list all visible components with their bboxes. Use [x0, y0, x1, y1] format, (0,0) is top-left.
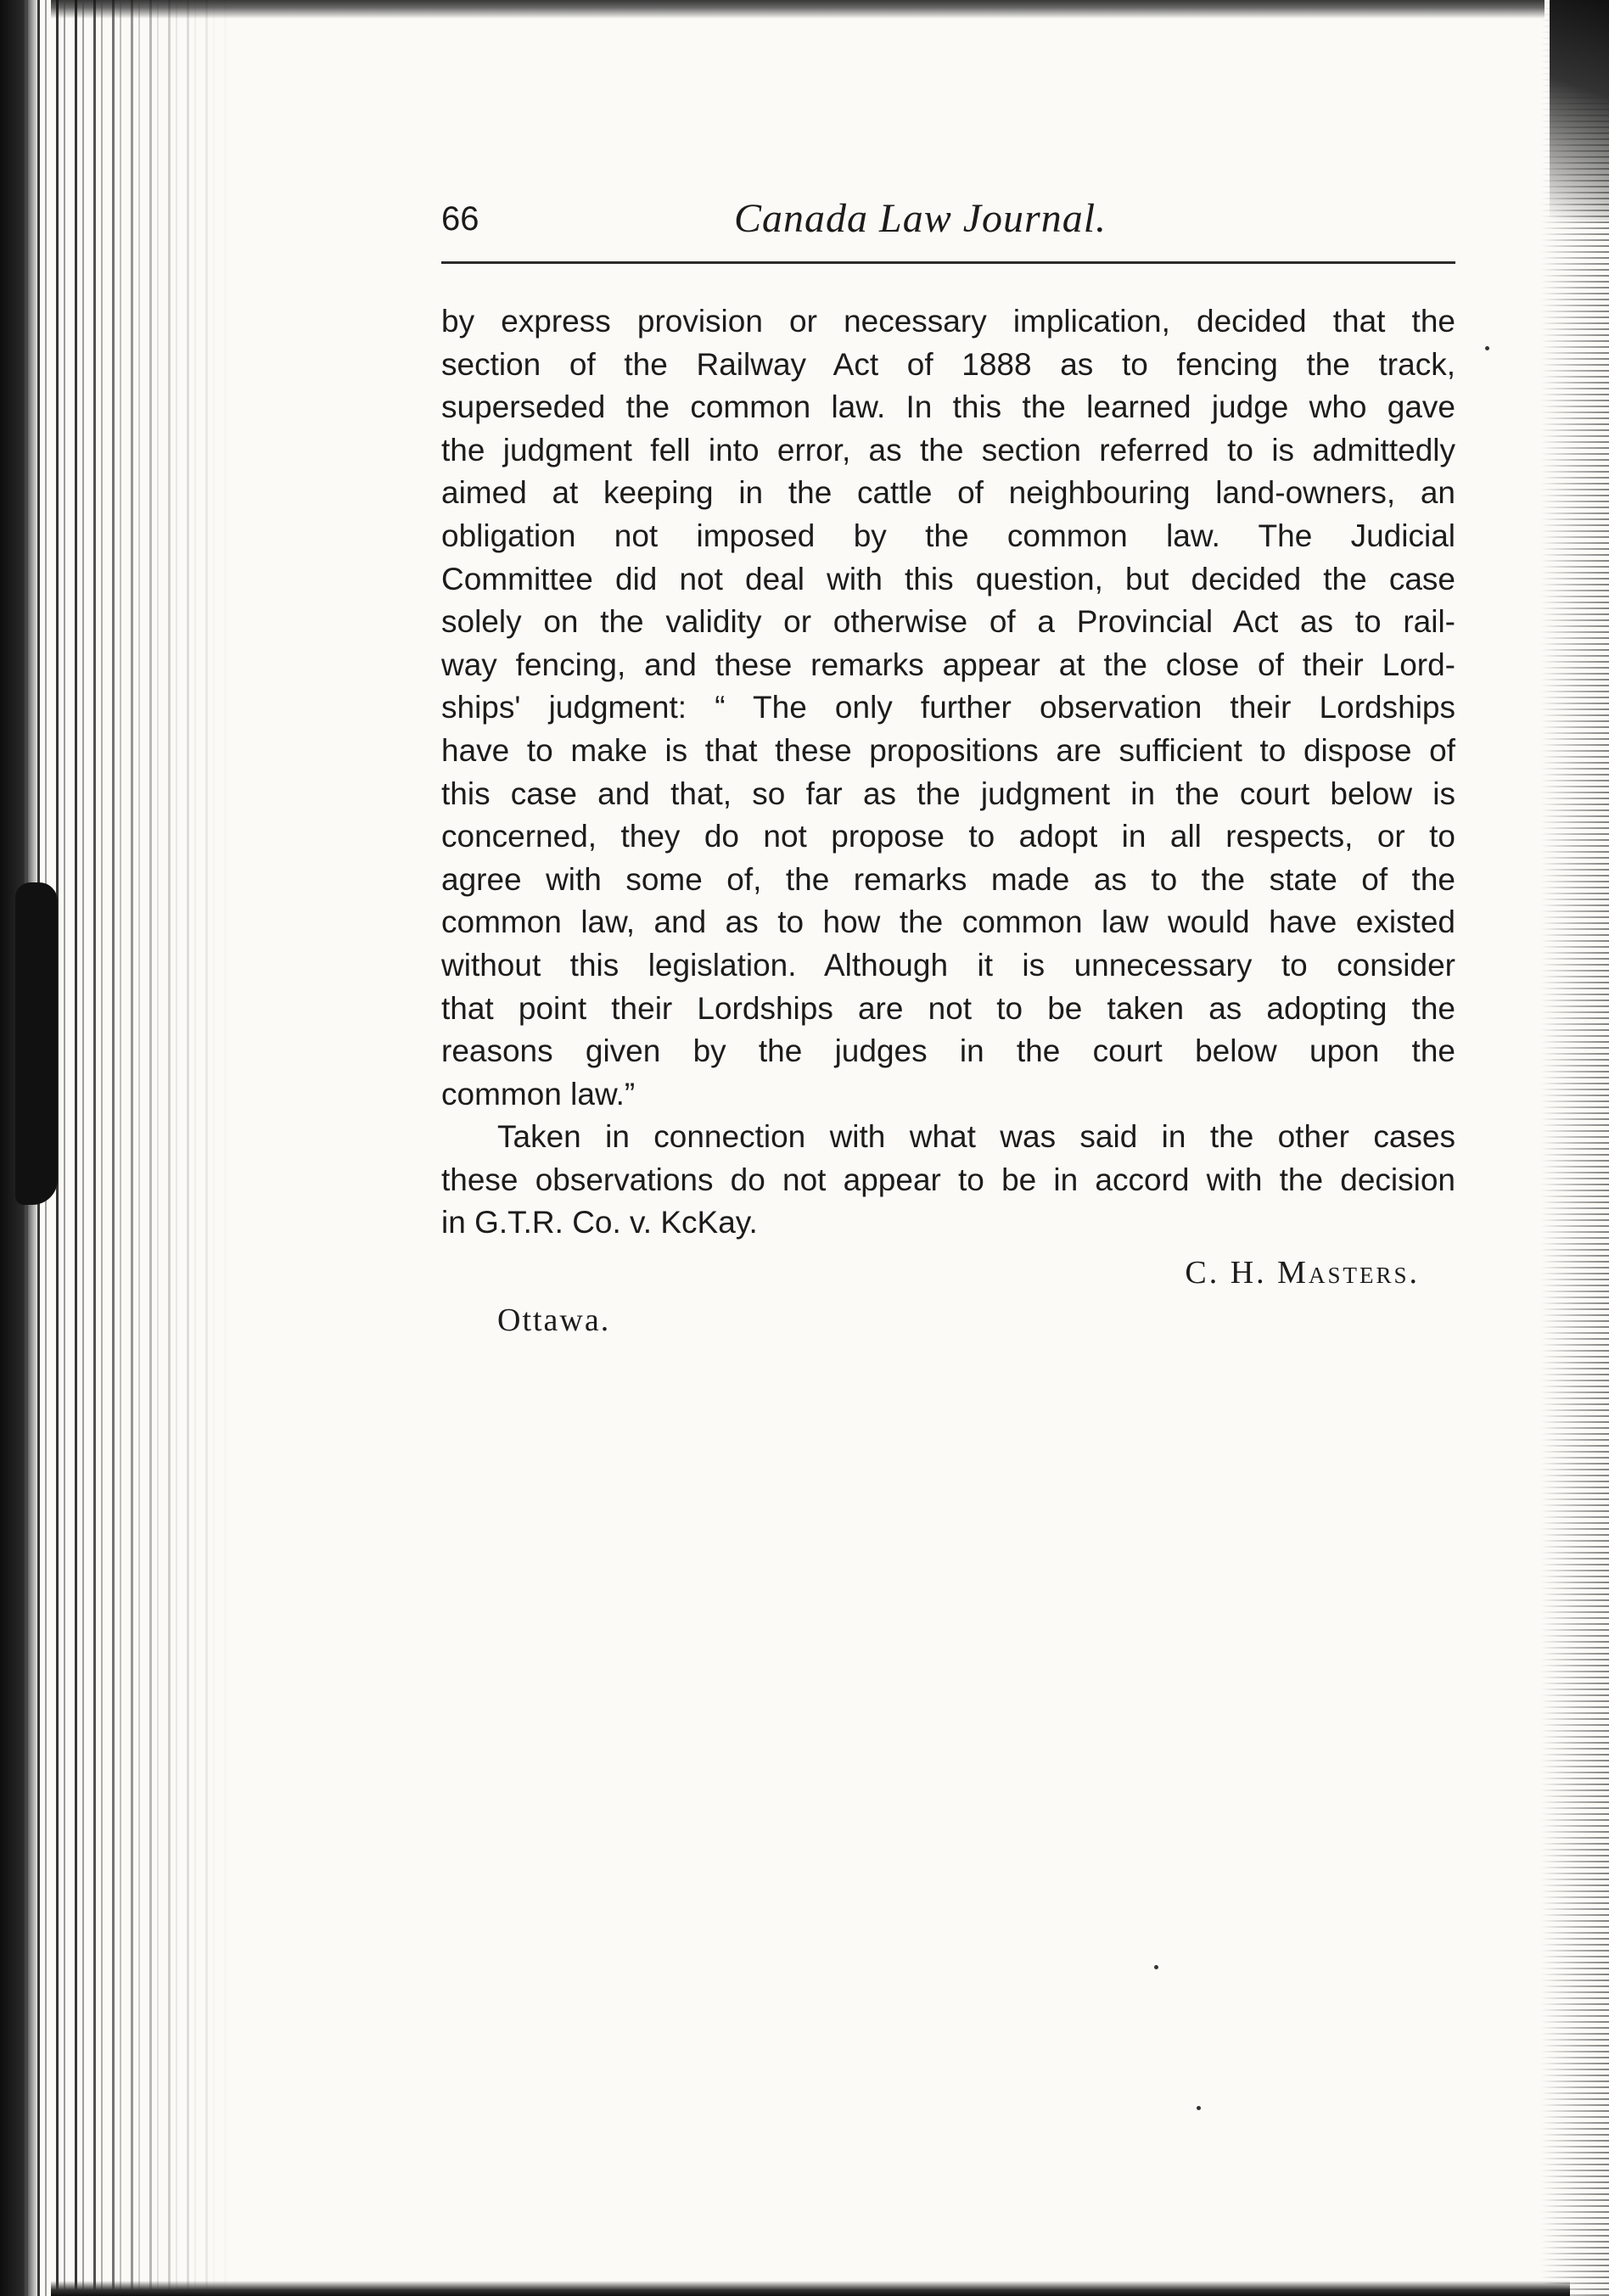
text-line: solely on the validity or otherwise of a Provincial Act as to rail- — [441, 604, 1455, 640]
page-number: 66 — [441, 200, 479, 238]
scan-edge-bottom — [51, 2281, 1570, 2296]
text-line: reasons given by the judges in the court below upon the — [441, 1033, 1455, 1069]
text-line: obligation not imposed by the common law. The Judicial — [441, 518, 1455, 553]
text-line: section of the Railway Act of 1888 as to fencing the track, — [441, 346, 1455, 382]
text-line: common law.” — [441, 1076, 636, 1112]
text-line: superseded the common law. In this the learned judge who gave — [441, 389, 1455, 425]
text-line: these observations do not appear to be in accord with the decision — [441, 1162, 1455, 1197]
scan-edge-right — [1541, 0, 1609, 2296]
binding-mark — [15, 882, 58, 1205]
scan-speck — [1485, 346, 1489, 350]
text-line: ships' judgment: “ The only further observation their Lordships — [441, 690, 1455, 725]
text-line: common law, and as to how the common law would have existed — [441, 904, 1455, 940]
text-line: without this legislation. Although it is unnecessary to consider — [441, 947, 1455, 983]
text-line: have to make is that these propositions are sufficient to dispose of — [441, 732, 1455, 768]
author-signature: C. H. Masters. — [1185, 1255, 1420, 1291]
text-line: that point their Lordships are not to be taken as adopting the — [441, 990, 1455, 1026]
scan-speck — [1154, 1965, 1158, 1969]
text-line: concerned, they do not propose to adopt in all respects, or to — [441, 819, 1455, 854]
text-line: this case and that, so far as the judgment in the court below is — [441, 776, 1455, 811]
text-line: way fencing, and these remarks appear at the close of their Lord- — [441, 647, 1455, 682]
scan-edge-top — [51, 0, 1545, 19]
signature-row — [441, 1245, 1455, 1296]
article-body — [441, 300, 1455, 1342]
text-line: agree with some of, the remarks made as to the state of the — [441, 861, 1455, 897]
scan-edge-right-corner — [1550, 0, 1609, 221]
header-rule — [441, 261, 1455, 264]
scan-speck — [1197, 2106, 1201, 2110]
text-line: Committee did not deal with this question, but decided the case — [441, 561, 1455, 596]
journal-title: Canada Law Journal. — [734, 196, 1107, 241]
text-line: in G.T.R. Co. v. KcKay. — [441, 1205, 758, 1240]
text-line: Taken in connection with what was said in the other cases — [497, 1119, 1455, 1155]
text-line: aimed at keeping in the cattle of neighbouring land-owners, an — [441, 475, 1455, 511]
place-line: Ottawa. — [497, 1302, 611, 1339]
text-line: by express provision or necessary implication, decided that the — [441, 304, 1455, 339]
running-head — [441, 193, 1460, 261]
text-line: the judgment fell into error, as the section referred to is admittedly — [441, 432, 1455, 468]
